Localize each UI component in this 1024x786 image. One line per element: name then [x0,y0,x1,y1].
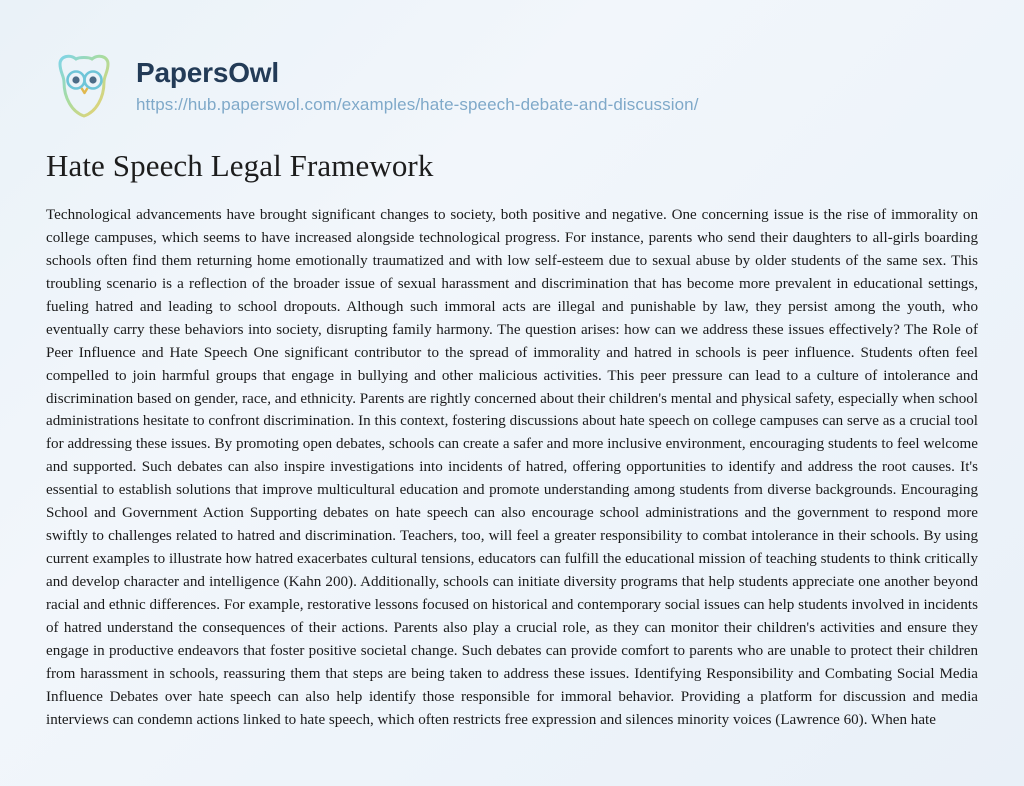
brand-name: PapersOwl [136,57,279,88]
page-title: Hate Speech Legal Framework [46,148,434,183]
source-url[interactable]: https://hub.paperswol.com/examples/hate-speech-debate-and-discussion/ [136,94,699,114]
document-body-text: Technological advancements have brought significant changes to society, both positive and negative. One concerning issue is the rise of immorality on college campuses, which seems to have increased alongside technological progress. For instance, parents who send their daughters to all-girls boarding schools often find them returning home emotionally traumatized and with low self-esteem due to sexual abuse by older students of the same sex. This troubling scenario is a reflection of the broader issue of sexual harassment and discrimination that has become more prevalent in educational settings, fueling hatred and leading to school dropouts. Although such immoral acts are illegal and punishable by law, they persist among the youth, who eventually carry these behaviors into society, disrupting family harmony. The question arises: how can we address these issues effectively? The Role of Peer Influence and Hate Speech One significant contributor to the spread of immorality and hatred in schools is peer influence. Students often feel compelled to join harmful groups that engage in bullying and other malicious activities. This peer pressure can lead to a culture of intolerance and discrimination based on gender, race, and ethnicity. Parents are rightly concerned about their children's mental and physical safety, especially when school administrations hesitate to confront discrimination. In this context, fostering discussions about hate speech on college campuses can serve as a crucial tool for addressing these issues. By promoting open debates, schools can create a safer and more inclusive environment, encouraging students to feel welcome and supported. Such debates can also inspire investigations into incidents of hatred, offering opportunities to identify and address the root causes. It's essential to establish solutions that improve multicultural education and promote understanding among students from diverse backgrounds. Encouraging School and Government Action Supporting debates on hate speech can also encourage school administrations and the government to respond more swiftly to challenges related to hatred and discrimination. Teachers, too, will feel a greater responsibility to combat intolerance in their schools. By using current examples to illustrate how hatred exacerbates cultural tensions, educators can fulfill the educational mission of teaching students to think critically and develop character and intelligence (Kahn 200). Additionally, schools can initiate diversity programs that help students appreciate one another beyond racial and ethnic differences. For example, restorative lessons focused on historical and contemporary social issues can help students involved in incidents of hatred understand the consequences of their actions. Parents also play a crucial role, as they can monitor their children's activities and ensure they engage in productive endeavors that foster positive societal change. Such debates can provide comfort to parents who are unable to protect their children from harassment in schools, reassuring them that steps are being taken to address these issues. Identifying Responsibility and Combating Social Media Influence Debates over hate speech can also help identify those responsible for immoral behavior. Providing a platform for discussion and media interviews can condemn actions linked to hate speech, which often restricts free expression and silences minority voices (Lawrence 60). When hate [46,207,978,728]
brand-block [136,48,699,115]
owl-logo-icon [48,50,120,122]
site-header [44,48,980,122]
